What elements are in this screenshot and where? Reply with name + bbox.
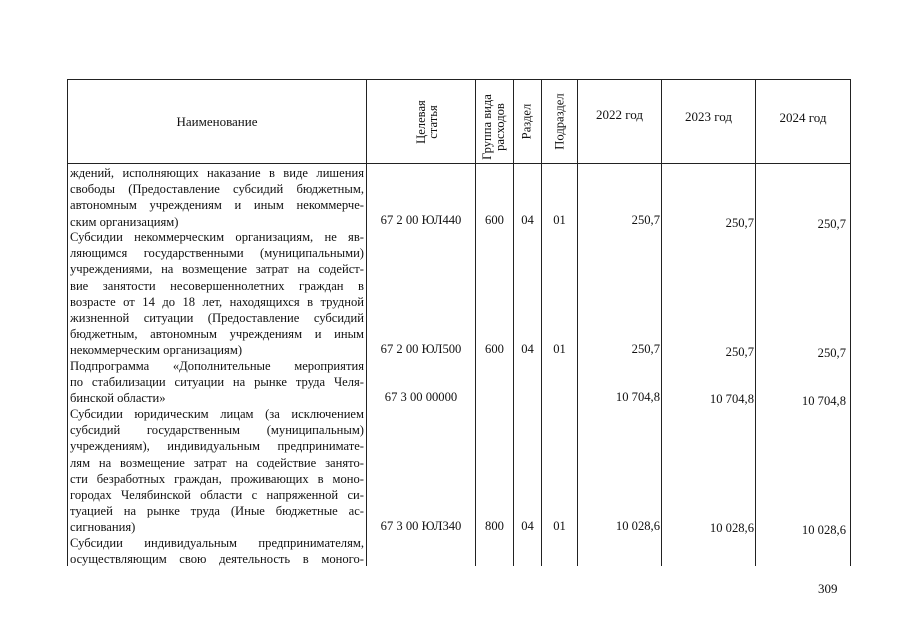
row-line: по стабилизации ситуации на рынке труда Челя-	[70, 375, 364, 390]
col-border-section	[541, 79, 542, 566]
row-line: некоммерческим организациям)	[70, 343, 243, 358]
row-line: субсидий государственным (муниципальным)	[70, 423, 364, 438]
row-line: учреждениям), индивидуальным предпринимате-	[70, 439, 364, 454]
row-line: сти безработных граждан, проживающих в моно-	[70, 471, 364, 486]
table-row-1-code: 67 2 00 ЮЛ500	[380, 342, 462, 356]
row-line: Подпрограмма «Дополнительные мероприятия	[70, 359, 364, 373]
header-expense-group: Группа вида расходов	[480, 94, 507, 160]
row-line: ляющимся государственными (муниципальными)	[70, 246, 364, 261]
table-row-4-name	[70, 535, 364, 567]
table-row-3-2024: 10 028,6	[801, 523, 846, 537]
table-row-1-2023: 250,7	[725, 345, 754, 359]
header-year-2023: 2023 год	[685, 109, 732, 124]
row-line: Субсидии индивидуальным предпринимателям,	[70, 536, 364, 550]
table-row-1-section: 04	[521, 342, 534, 356]
row-line: свободы (Предоставление субсидий бюджетным,	[70, 182, 364, 197]
col-border-name	[366, 79, 367, 566]
row-line: учреждениями, на возмещение затрат на содейст-	[70, 262, 364, 277]
row-line: автономным учреждениям и иным некоммерче-	[70, 198, 364, 213]
row-line: возрасте от 14 до 18 лет, находящихся в трудной	[70, 294, 364, 309]
header-year-2024: 2024 год	[779, 110, 827, 125]
row-line: Субсидии юридическим лицам (за исключением	[70, 407, 364, 421]
table-row-1-group: 600	[485, 342, 504, 356]
row-line: осуществляющим свою деятельность в моного-	[70, 552, 364, 567]
header-name: Наименование	[176, 113, 258, 129]
table-row-0-2023: 250,7	[725, 216, 754, 230]
col-border-subsection	[577, 79, 578, 566]
table-row-1-subsection: 01	[553, 342, 566, 356]
table-row-0-2024: 250,7	[817, 217, 846, 231]
row-line: туацией на рынке труда (Иные бюджетные ас-	[70, 504, 364, 519]
table-row-3-name	[70, 406, 364, 536]
header-section: Раздел	[519, 103, 534, 140]
header-target-article: Целевая статья	[414, 100, 440, 144]
table-row-3-2022: 10 028,6	[615, 519, 660, 533]
table-row-2-2024: 10 704,8	[801, 394, 846, 408]
table-row-1-2024: 250,7	[817, 346, 846, 360]
row-line: сигнования)	[70, 520, 136, 535]
table-row-3-group: 800	[485, 519, 504, 533]
row-line: жизненной ситуации (Предоставление субсидий	[70, 310, 364, 325]
table-row-3-section: 04	[521, 519, 534, 533]
table-row-1-2022: 250,7	[631, 342, 660, 356]
header-bottom-border	[67, 163, 851, 164]
row-line: городах Челябинской области с напряженной си-	[70, 487, 364, 502]
row-line: лям на возмещение затрат на содействие занято-	[70, 455, 364, 470]
table-row-0-group: 600	[485, 213, 504, 227]
table-row-3-code: 67 3 00 ЮЛ340	[380, 519, 462, 533]
table-row-0-2022: 250,7	[631, 213, 660, 227]
table-row-0-section: 04	[521, 213, 534, 227]
header-year-2022: 2022 год	[596, 107, 643, 122]
table-row-2-code: 67 3 00 00000	[384, 390, 458, 404]
row-line: ждений, исполняющих наказание в виде лишения	[70, 166, 364, 180]
row-line: бюджетным, автономным учреждениям и иным	[70, 327, 364, 342]
header-subsection: Подраздел	[552, 93, 567, 150]
table-row-0-subsection: 01	[553, 213, 566, 227]
page-number: 309	[818, 581, 838, 596]
row-line: ским организациям)	[70, 214, 179, 229]
row-line: бинской области»	[70, 391, 166, 406]
row-line: вие занятости несовершеннолетних граждан в	[70, 278, 364, 293]
row-line: Субсидии некоммерческим организациям, не яв-	[70, 230, 364, 244]
table-row-3-subsection: 01	[553, 519, 566, 533]
table-row-0-name	[70, 165, 364, 230]
col-border-group	[513, 79, 514, 566]
table-row-0-code: 67 2 00 ЮЛ440	[380, 213, 462, 227]
table-row-2-2023: 10 704,8	[709, 392, 754, 406]
col-border-right	[850, 79, 851, 566]
table-row-1-name	[70, 229, 364, 359]
col-border-code	[475, 79, 476, 566]
table-row-2-name	[70, 358, 364, 407]
table-row-3-2023: 10 028,6	[709, 521, 754, 535]
table-row-2-2022: 10 704,8	[615, 390, 660, 404]
